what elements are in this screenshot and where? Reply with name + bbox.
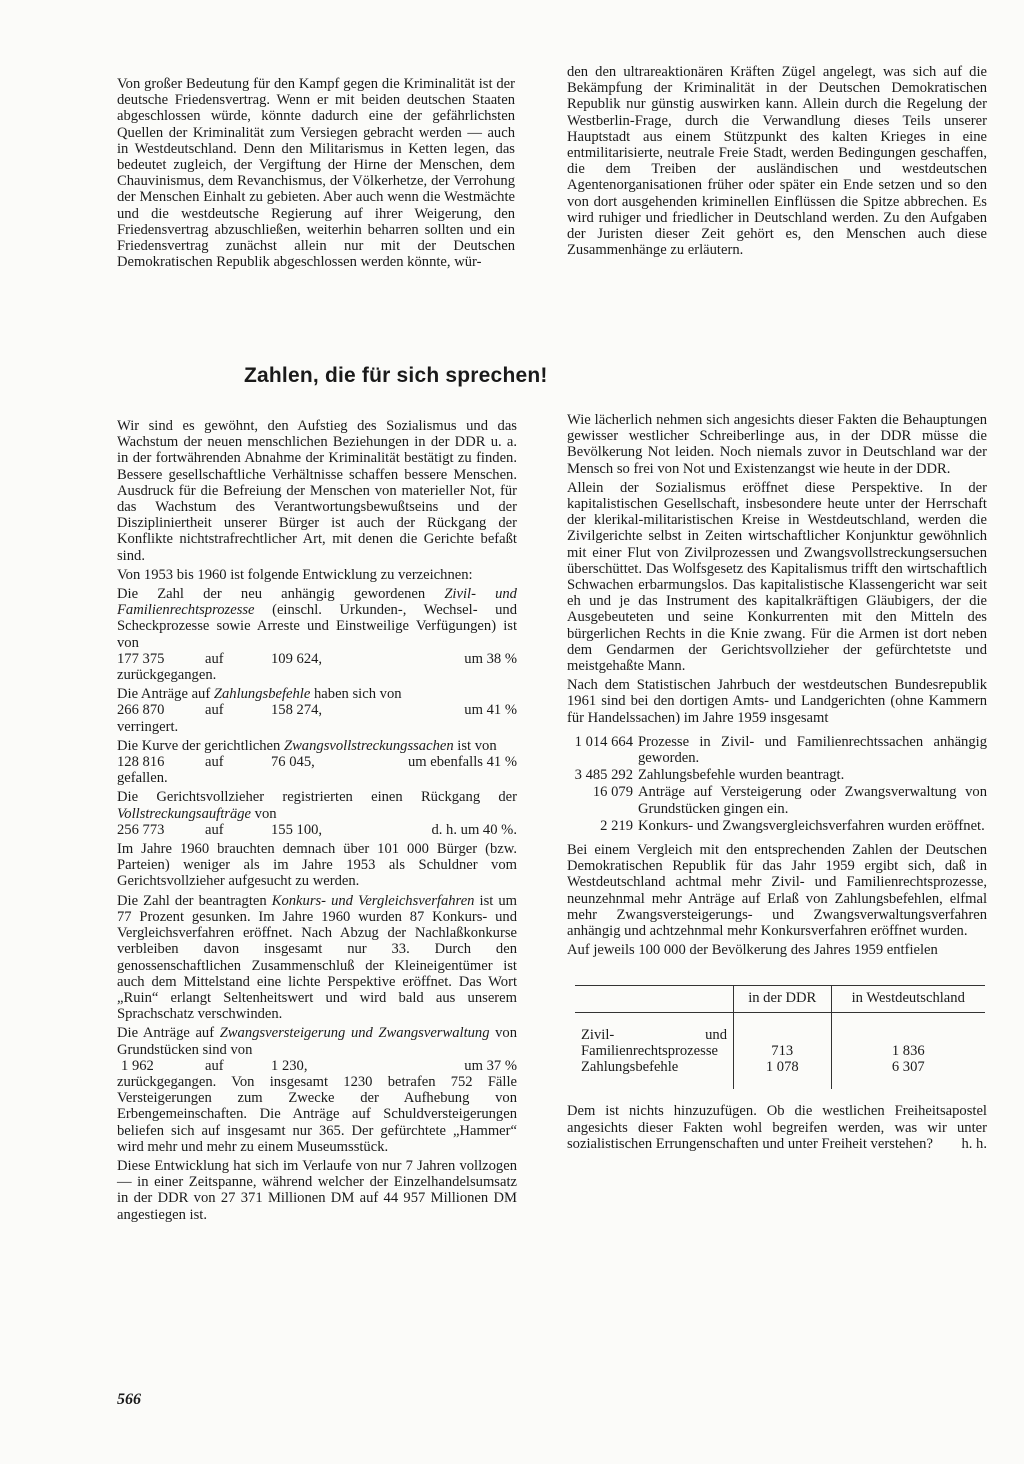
table-row: Zivil- und Familienrechtsprozesse 713 1 836 xyxy=(575,1027,985,1059)
paragraph: gefallen. xyxy=(117,770,168,787)
comparison-table xyxy=(575,985,985,1090)
paragraph: zurückgegangen. xyxy=(117,667,217,684)
stat-row: 1 014 664 Prozesse in Zivil- und Familienrechtssachen anhängig geworden. xyxy=(574,733,987,767)
paragraph: verringert. xyxy=(117,718,179,735)
paragraph: Auf jeweils 100 000 der Bevölkerung des Jahres 1959 entfielen xyxy=(567,942,938,959)
paragraph: Die Kurve der gerichtlichen Zwangsvollstreckungssachen ist von xyxy=(117,737,497,754)
paragraph: Von 1953 bis 1960 ist folgende Entwicklung zu verzeichnen: xyxy=(117,566,473,583)
figure-row: 266 870 auf 158 274, um 41 % xyxy=(117,702,517,719)
paragraph: Die Anträge auf Zwangsversteigerung und Zwangsverwaltung von Grundstücken sind von xyxy=(117,1025,517,1058)
paragraph: Im Jahre 1960 brauchten demnach über 101 000 Bürger (bzw. Parteien) weniger als im Jahre 1953 als Schuldner vom Gerichtsvollzieher aufgesucht zu werden. xyxy=(117,841,517,890)
paragraph: Bei einem Vergleich mit den entsprechenden Zahlen der Deutschen Demokratischen Republik für das Jahr 1959 ergibt sich, daß in Westdeutschland achtmal mehr Zivil- und Familienrechtsprozesse, neunzehnmal mehr Anträge auf Erlaß von Zahlungsbefehlen, elfmal mehr Zwangsversteigerungs- und Zwangsverwaltungsverfahren anhängig und achtzehnmal mehr Konkursverfahren eröffnet wurden. xyxy=(567,842,987,940)
stat-row: 3 485 292 Zahlungsbefehle wurden beantragt. xyxy=(574,767,845,784)
table-header: in Westdeutschland xyxy=(831,985,985,1012)
article-column-left xyxy=(117,418,517,1226)
article-heading: Zahlen, die für sich sprechen! xyxy=(244,364,548,387)
figure-row: 1 962 auf 1 230, um 37 % xyxy=(121,1057,517,1074)
figure-row: 256 773 auf 155 100, d. h. um 40 %. xyxy=(117,821,517,838)
paragraph: Die Zahl der beantragten Konkurs- und Vergleichsverfahren ist um 77 Prozent gesunken. Im Jahre 1960 wurden 87 Konkurs- und Vergleichsverfahren eröffnet. Nach Abzug der Nachlaßkonkurse verbleiben davon insgesamt nur 33. Durch den genossenschaftlichen Zusammenschluß der Kleineigentümer ist auch dem Mittelstand eine lichte Perspektive eröffnet. Das Wort „Ruin“ erlangt Seltenheitswert und wird bald aus unserem Sprachschatz verschwinden. xyxy=(117,892,518,1023)
paragraph: Dem ist nichts hinzuzufügen. Ob die westlichen Freiheitsapostel angesichts dieser Fakten wohl begreifen werden, was wir unter sozialistischen Errungenschaften und unter Freiheit verstehen? h. h. xyxy=(567,1103,987,1152)
page-number: 566 xyxy=(117,1391,141,1408)
table-row: Zahlungsbefehle 1 078 6 307 xyxy=(575,1059,985,1075)
paragraph: Die Anträge auf Zahlungsbefehle haben sich von xyxy=(117,686,402,703)
stat-row: 16 079 Anträge auf Versteigerung oder Zwangsverwaltung von Grundstücken gingen ein. xyxy=(592,784,987,817)
stat-row: 2 219 Konkurs- und Zwangsvergleichsverfahren wurden eröffnet. xyxy=(600,817,985,834)
figure-row: 128 816 auf 76 045, um ebenfalls 41 % xyxy=(117,754,517,771)
paragraph: Wir sind es gewöhnt, den Aufstieg des Sozialismus und das Wachstum der neuen menschlichen Beziehungen in der DDR u. a. in der fortwährenden Abnahme der Kriminalität bestätigt zu finden. Bessere gesellschaftliche Verhältnisse schaffen bessere Menschen. Ausdruck für die Befreiung der Menschen von materieller Not, für das Wachstum des Verantwortungsbewußtseins und der Diszipliniertheit unserer Bürger ist auch der Rückgang der Konflikte nichtstrafrechtlicher Art, mit denen die Gerichte befaßt sind. xyxy=(117,418,517,564)
intro-column-left xyxy=(117,76,515,273)
article-column-right xyxy=(567,412,987,1155)
paragraph: zurückgegangen. Von insgesamt 1230 betrafen 752 Fälle Versteigerungen zum Zwecke der Aufhebung von Erbengemeinschaften. Die Anträge auf Schuldversteigerungen beliefen sich auf insgesamt nur 365. Der gefürchtete „Hammer“ wird mehr und mehr zu einem Museumsstück. xyxy=(117,1073,517,1155)
paragraph: Wie lächerlich nehmen sich angesichts dieser Fakten die Behauptungen gewisser westlicher Schreiberlinge aus, in der DDR müsse die Bevölkerung Not leiden. Noch niemals zuvor in Deutschland war der Mensch so frei von Not und Existenzangst wie heute in der DDR. xyxy=(567,412,987,477)
paragraph: Die Gerichtsvollzieher registrierten einen Rückgang der Vollstreckungsaufträge von xyxy=(117,789,517,822)
paragraph: Die Zahl der neu anhängig gewordenen Zivil- und Familienrechtsprozesse (einschl. Urkunden-, Wechsel- und Scheckprozesse sowie Arreste und Einstweilige Verfügungen) ist von xyxy=(117,586,517,651)
figure-row: 177 375 auf 109 624, um 38 % xyxy=(117,650,517,667)
paragraph: Allein der Sozialismus eröffnet diese Perspektive. In der kapitalistischen Gesellschaft, insbesondere heute unter der Herrschaft der klerikal-militaristischen Kreise in Westdeutschland, werden die Zivilgerichte selbst in Zeiten wirtschaftlicher Konjunktur gewöhnlich mit einer Flut von Zivilprozessen und Zwangsvollstreckungsersuchen überschüttet. Das Wolfsgesetz des Kapitalismus trifft den wirtschaftlich Schwachen erbarmungslos. Das kapitalistische Klassengericht war seit eh und je das Instrument des kapitalkräftigen Gläubigers, der die Ausgebeuteten und seine Konkurrenten mit den Mitteln des bürgerlichen Rechts in die Knie zwang. Für die Armen ist dort neben dem Gendarmen der Gerichtsvollzieher der gefürchtetste und meistgehaßte Mann. xyxy=(567,479,987,675)
paragraph: den den ultrareaktionären Kräften Zügel angelegt, was sich auf die Bekämpfung der Kriminalität in der Deutschen Demokratischen Republik nur günstig auswirken kann. Allein durch die Regelung der Westberlin-Frage, durch die Verwandlung dieses Teils unserer Hauptstadt aus einem Stützpunkt des kalten Krieges in eine entmilitarisierte, neutrale Freie Stadt, werden Bedingungen geschaffen, die dem Treiben der ausländischen und westdeutschen Agentenorganisationen früher oder später ein Ende setzen und so den von dort ausgehenden kriminellen Einflüssen die Spitze abbrechen. Es wird ruhiger und friedlicher in Deutschland werden. Zu den Aufgaben der Juristen dieser Zeit gehört es, den Menschen auch diese Zusammenhänge zu erläutern. xyxy=(567,64,987,259)
table-header: in der DDR xyxy=(734,985,832,1012)
paragraph: Nach dem Statistischen Jahrbuch der westdeutschen Bundesrepublik 1961 sind bei den dortigen Amts- und Landgerichten (ohne Kammern für Handelssachen) im Jahre 1959 insgesamt xyxy=(567,677,987,726)
author-signature: h. h. xyxy=(961,1135,987,1152)
table-header xyxy=(575,985,734,1012)
paragraph: Von großer Bedeutung für den Kampf gegen die Kriminalität ist der deutsche Friedensvertrag. Wenn er mit beiden deutschen Staaten abgeschlossen würde, könnte dadurch eine der gefährlichsten Quellen der Kriminalität zum Versiegen gebracht werden — auch in Westdeutschland. Denn den Militarismus in Ketten legen, das bedeutet zugleich, der Vergiftung der Hirne der Menschen, dem Chauvinismus, dem Revanchismus, der Völkerhetze, der Verrohung der Menschen Einhalt zu gebieten. Aber auch wenn die Westmächte und die westdeutsche Regierung auf ihrer Weigerung, den Friedensvertrag abzuschließen, weiterhin beharren sollten und ein Friedensvertrag zunächst allein nur mit der Deutschen Demokratischen Republik abgeschlossen werden könnte, wür- xyxy=(117,76,515,271)
paragraph: Diese Entwicklung hat sich im Verlaufe von nur 7 Jahren vollzogen — in einer Zeitspanne, während welcher der Einzelhandelsumsatz in der DDR von 27 371 Millionen DM auf 44 957 Millionen DM angestiegen ist. xyxy=(117,1157,517,1223)
intro-column-right xyxy=(567,64,987,261)
